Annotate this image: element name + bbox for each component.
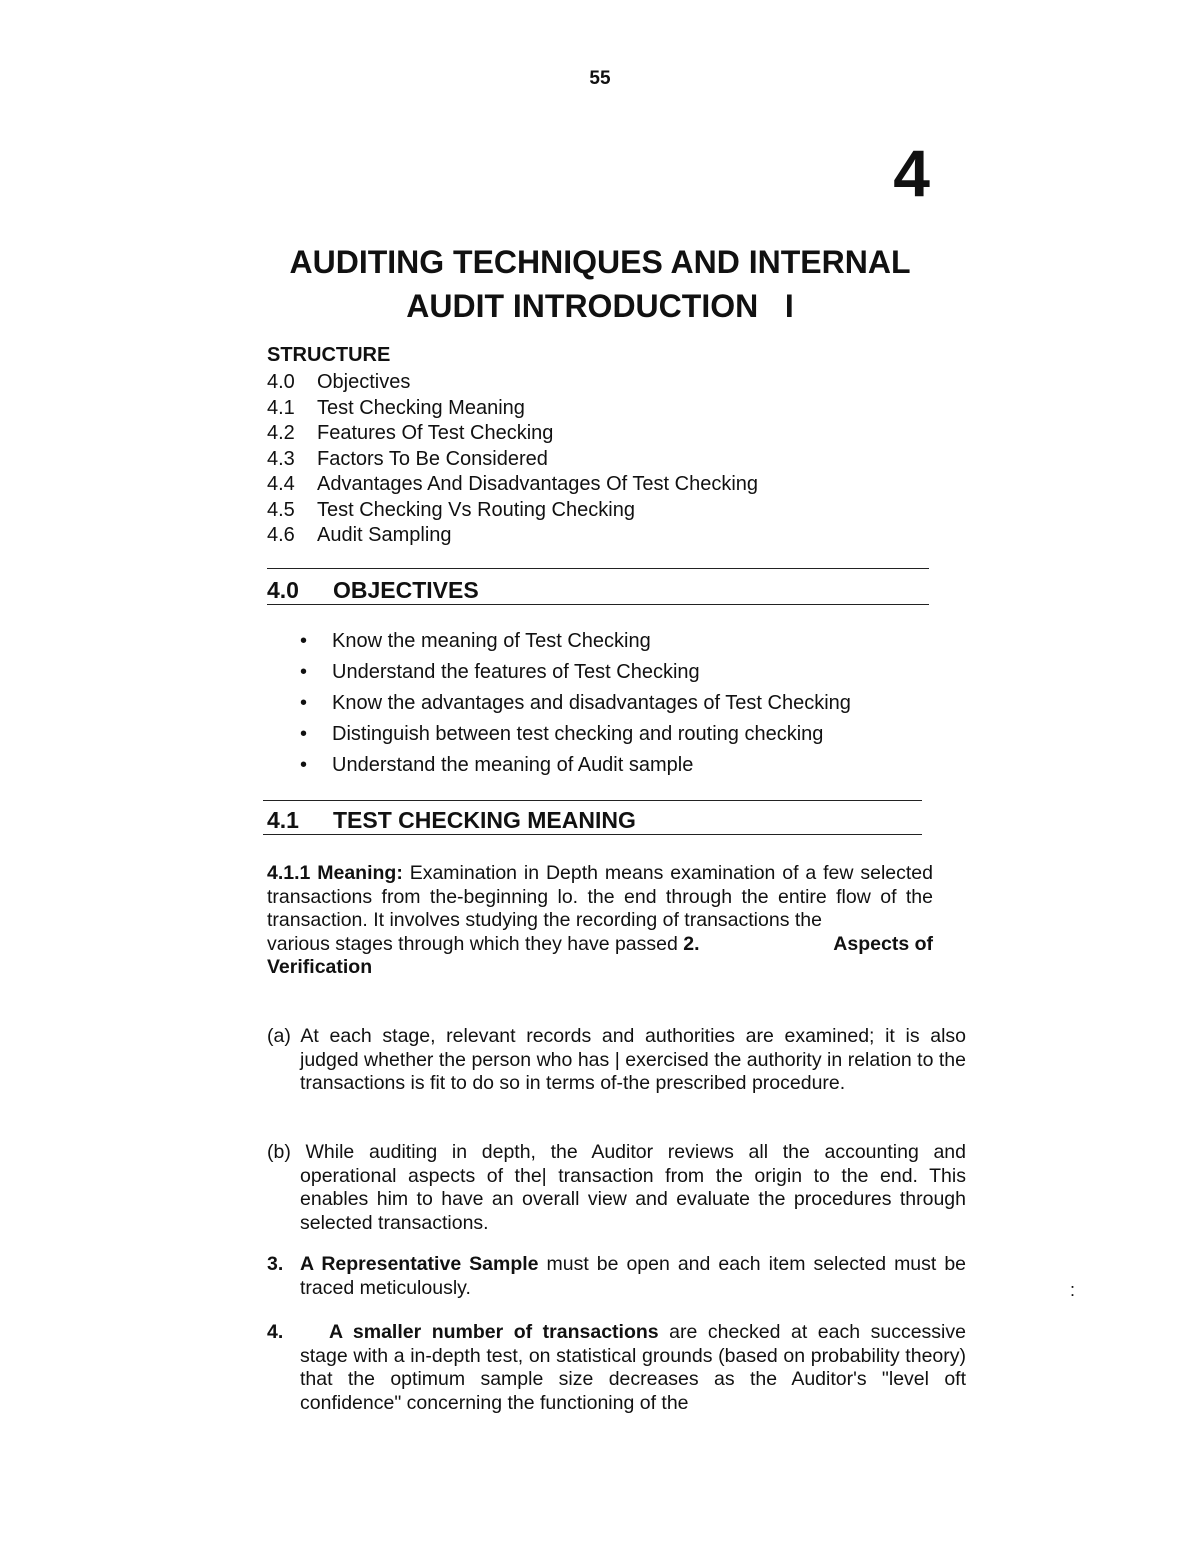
item-3 [267, 1253, 966, 1300]
structure-item-number: 4.5 [267, 498, 295, 521]
chapter-title-line2: AUDIT INTRODUCTION I [406, 288, 794, 324]
meaning-paragraph-part1 [267, 862, 933, 933]
structure-item-number: 4.4 [267, 473, 295, 495]
structure-item-number: 4.6 [267, 524, 295, 546]
structure-heading: STRUCTURE [267, 344, 391, 366]
list-item [267, 370, 758, 396]
chapter-number: 4 [893, 136, 930, 210]
item-a-text: At each stage, relevant records and authorities are examined; it is also judged whether the person who has | exercised the authority in relation to the transactions is fit to do so in terms of-the prescribed procedure. [300, 1025, 966, 1094]
meaning-paragraph [267, 862, 933, 980]
aspects-number: 2. [683, 932, 700, 955]
meaning-paragraph-part2 [267, 933, 933, 957]
item-4-bold: A smaller number of transactions [329, 1321, 659, 1343]
meaning-label: 4.1.1 Meaning: [267, 862, 403, 884]
list-item: • Distinguish between test checking and routing checking [300, 719, 851, 750]
structure-item-label: Advantages And Disadvantages Of Test Checking [317, 473, 759, 495]
list-item: • Know the advantages and disadvantages of Test Checking [300, 688, 851, 719]
list-item [267, 472, 758, 498]
objectives-list [300, 626, 851, 781]
item-3-bold: A Representative Sample [300, 1253, 539, 1275]
structure-item-label: Objectives [317, 371, 411, 393]
item-b [267, 1141, 966, 1235]
chapter-title-line1: AUDITING TECHNIQUES AND INTERNAL [289, 244, 911, 280]
page-number: 55 [589, 68, 611, 89]
structure-item-label: Factors To Be Considered [317, 447, 548, 470]
verification-heading: Verification [267, 956, 373, 978]
meaning-text: Examination in Depth means examination of a few selected transactions from the-beginning lo. the end through the entire flow of the transaction. It involves studying the recording of transactions the [267, 862, 933, 931]
section-heading-meaning [267, 807, 636, 834]
section-title: OBJECTIVES [333, 577, 479, 603]
meaning-text: various stages through which they have passed [267, 932, 684, 955]
section-divider [263, 800, 922, 801]
item-b-label: (b) [267, 1141, 291, 1163]
structure-item-number: 4.1 [267, 396, 295, 419]
section-divider [267, 568, 929, 569]
item-a [267, 1025, 966, 1096]
list-item [267, 523, 758, 549]
structure-item-label: Features Of Test Checking [317, 422, 554, 444]
section-divider [267, 604, 929, 605]
item-3-label: 3. [267, 1253, 284, 1275]
structure-item-label: Test Checking Meaning [317, 396, 525, 419]
item-4 [267, 1321, 966, 1415]
list-item: • Understand the meaning of Audit sample [300, 750, 851, 781]
structure-item-label: Test Checking Vs Routing Checking [317, 498, 635, 521]
section-heading-objectives [267, 577, 479, 604]
section-divider [263, 834, 922, 835]
list-item [267, 421, 758, 447]
aspects-heading: Aspects of [833, 932, 933, 955]
stray-mark: : [1070, 1280, 1076, 1300]
list-item [267, 447, 758, 473]
item-a-label: (a) [267, 1025, 291, 1047]
list-item [267, 396, 758, 422]
structure-list [267, 370, 758, 549]
chapter-title [0, 240, 1200, 328]
structure-item-number: 4.2 [267, 422, 295, 444]
section-title: TEST CHECKING MEANING [333, 807, 636, 833]
structure-item-number: 4.0 [267, 371, 295, 393]
structure-item-label: Audit Sampling [317, 524, 452, 546]
section-number: 4.0 [267, 577, 299, 603]
list-item [267, 498, 758, 524]
list-item: • Know the meaning of Test Checking [300, 626, 851, 657]
structure-item-number: 4.3 [267, 447, 295, 470]
item-4-text: are checked at each successive stage with a in-depth test, on statistical grounds (based on probability theory) that the optimum sample size decreases as the Auditor's "level oft confidence" concerning the functioning of the [300, 1321, 966, 1414]
item-3-text: must be open and each item selected must be traced meticulously. [300, 1253, 967, 1299]
item-b-text: While auditing in depth, the Auditor reviews all the accounting and operational aspects of the| transaction from the origin to the end. This enables him to have an overall view and evaluate the procedures through selected transactions. [300, 1141, 966, 1234]
section-number: 4.1 [267, 807, 299, 833]
list-item: • Understand the features of Test Checking [300, 657, 851, 688]
item-4-label: 4. [267, 1321, 284, 1343]
